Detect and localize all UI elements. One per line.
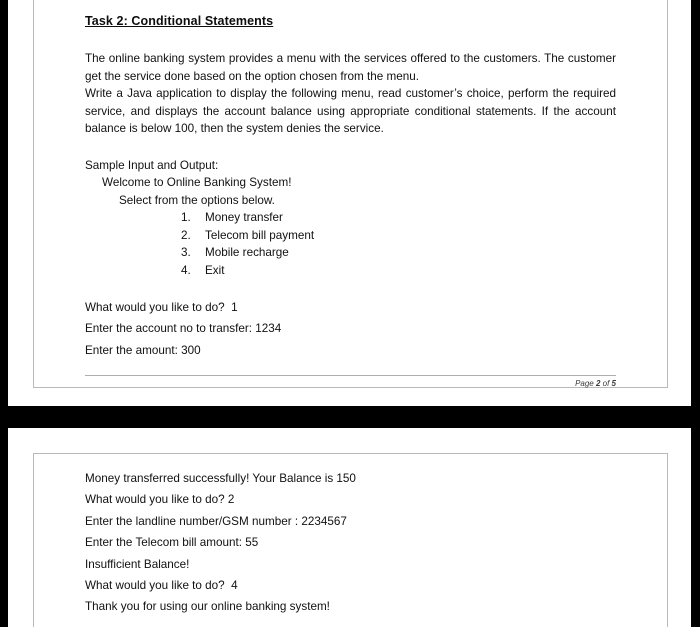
console-line: Enter the landline number/GSM number : 2234567 — [85, 514, 347, 528]
sample-io-section — [85, 157, 616, 280]
task-paragraph-1: The online banking system provides a menu with the services offered to the customers. The customer get the service done based on the option chosen from the menu. — [85, 52, 616, 83]
console-output-section — [85, 468, 616, 618]
console-line: Money transferred successfully! Your Balance is 150 — [85, 472, 356, 485]
menu-option-label: Money transfer — [205, 211, 283, 225]
prompt-line: Enter the amount: 300 — [85, 343, 201, 357]
document-page-2 — [33, 453, 668, 627]
menu-option-number: 4. — [181, 264, 191, 278]
menu-option-list — [85, 209, 616, 279]
page-number-prefix: Page — [575, 379, 596, 388]
console-line: What would you like to do? 2 — [85, 493, 235, 507]
menu-option-number: 3. — [181, 246, 191, 260]
menu-option-label: Telecom bill payment — [205, 228, 315, 242]
menu-option-item — [181, 209, 616, 227]
page-number-middle: of — [600, 379, 612, 388]
sample-welcome-line: Welcome to Online Banking System! — [102, 176, 292, 190]
console-line: Thank you for using our online banking system! — [85, 600, 330, 614]
prompt-line: Enter the account no to transfer: 1234 — [85, 322, 282, 336]
sample-prompt-lines — [85, 297, 616, 362]
page-title: Task 2: Conditional Statements — [85, 14, 274, 28]
sample-io-heading: Sample Input and Output: — [85, 158, 219, 172]
menu-option-item — [181, 227, 616, 245]
task-description — [85, 50, 616, 138]
menu-option-item — [181, 262, 616, 280]
console-line: What would you like to do? 4 — [85, 579, 238, 593]
menu-option-number: 1. — [181, 211, 191, 225]
menu-option-label: Mobile recharge — [205, 246, 289, 260]
document-page-1 — [33, 0, 668, 388]
page-number-current: 2 — [595, 379, 601, 388]
page-separator-band — [0, 406, 700, 428]
console-line: Insufficient Balance! — [85, 557, 190, 571]
page-number-total: 5 — [611, 379, 616, 388]
page-footer — [85, 375, 616, 388]
menu-option-label: Exit — [205, 264, 225, 278]
console-line: Enter the Telecom bill amount: 55 — [85, 536, 259, 550]
menu-option-item — [181, 244, 616, 262]
page-number-label — [85, 379, 616, 388]
task-paragraph-2: Write a Java application to display the following menu, read customer’s choice, perform the required service, and displays the account balance using appropriate conditional statements. If the account balance is below 100, then the system denies the service. — [85, 87, 616, 135]
menu-option-number: 2. — [181, 228, 191, 242]
sample-instruction-line: Select from the options below. — [119, 193, 275, 207]
prompt-line: What would you like to do? 1 — [85, 300, 238, 314]
scan-edge-band-left — [0, 0, 8, 627]
scan-edge-band-right — [691, 0, 700, 627]
footer-divider — [85, 375, 616, 376]
